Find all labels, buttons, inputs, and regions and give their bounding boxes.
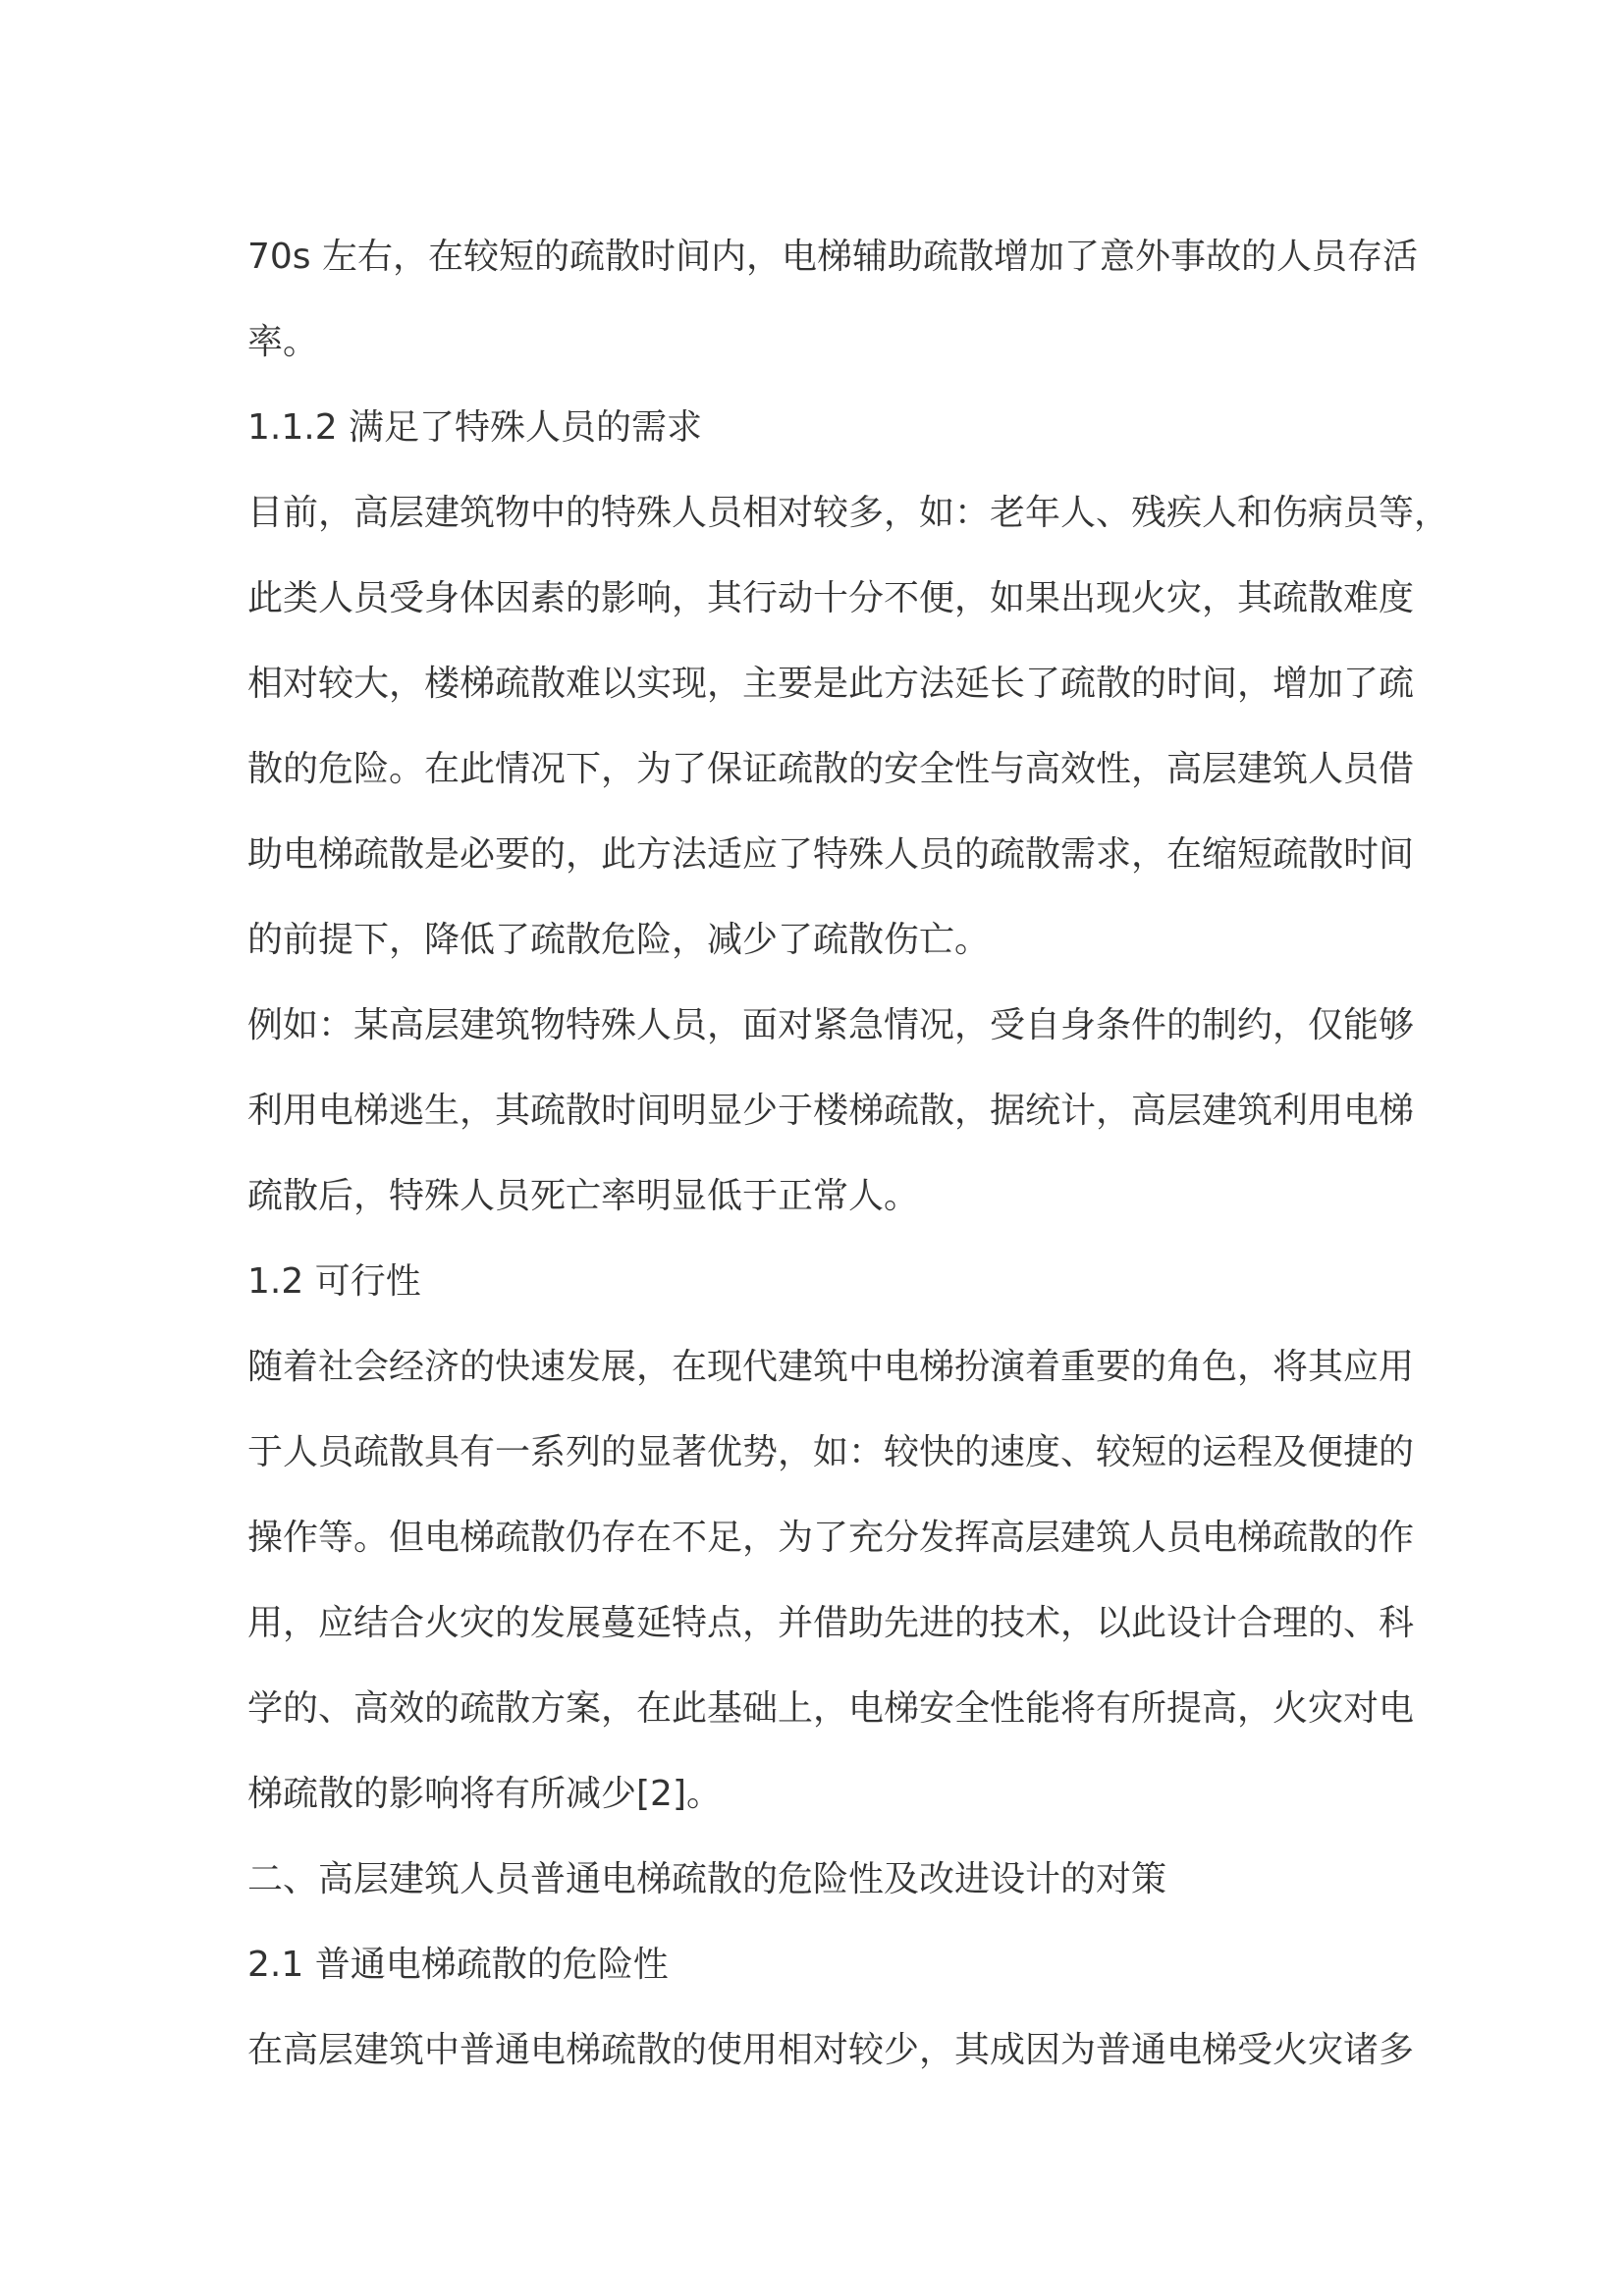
body-text-line: 散的危险。在此情况下，为了保证疏散的安全性与高效性，高层建筑人员借 bbox=[247, 749, 1415, 789]
section-heading: 1.1.2 满足了特殊人员的需求 bbox=[247, 407, 703, 448]
body-text-line: 助电梯疏散是必要的，此方法适应了特殊人员的疏散需求，在缩短疏散时间 bbox=[247, 834, 1415, 875]
body-text-line: 操作等。但电梯疏散仍存在不足，为了充分发挥高层建筑人员电梯疏散的作 bbox=[247, 1518, 1415, 1558]
body-text-line: 梯疏散的影响将有所减少[2]。 bbox=[247, 1774, 722, 1814]
body-text-line: 疏散后，特殊人员死亡率明显低于正常人。 bbox=[247, 1176, 920, 1216]
section-heading: 1.2 可行性 bbox=[247, 1261, 421, 1302]
body-text-line: 在高层建筑中普通电梯疏散的使用相对较少，其成因为普通电梯受火灾诸多 bbox=[247, 2030, 1415, 2070]
body-text-line: 相对较大，楼梯疏散难以实现，主要是此方法延长了疏散的时间，增加了疏 bbox=[247, 664, 1415, 704]
section-heading: 2.1 普通电梯疏散的危险性 bbox=[247, 1945, 669, 1985]
body-text-line: 用，应结合火灾的发展蔓延特点，并借助先进的技术，以此设计合理的、科 bbox=[247, 1603, 1415, 1643]
body-text-line: 的前提下，降低了疏散危险，减少了疏散伤亡。 bbox=[247, 920, 991, 960]
body-text-line: 70s 左右，在较短的疏散时间内，电梯辅助疏散增加了意外事故的人员存活 bbox=[247, 237, 1419, 277]
body-text-line: 于人员疏散具有一系列的显著优势，如：较快的速度、较短的运程及便捷的 bbox=[247, 1432, 1415, 1472]
body-text-line: 率。 bbox=[247, 322, 319, 362]
document-page bbox=[247, 233, 1450, 2111]
chapter-heading: 二、高层建筑人员普通电梯疏散的危险性及改进设计的对策 bbox=[247, 1859, 1167, 1899]
body-text-line: 例如：某高层建筑物特殊人员，面对紧急情况，受自身条件的制约，仅能够 bbox=[247, 1005, 1415, 1045]
body-text-line: 目前，高层建筑物中的特殊人员相对较多，如：老年人、残疾人和伤病员等， bbox=[247, 493, 1450, 533]
body-text-line: 学的、高效的疏散方案，在此基础上，电梯安全性能将有所提高，火灾对电 bbox=[247, 1688, 1415, 1729]
body-text-line: 利用电梯逃生，其疏散时间明显少于楼梯疏散，据统计，高层建筑利用电梯 bbox=[247, 1091, 1415, 1131]
body-text-line: 此类人员受身体因素的影响，其行动十分不便，如果出现火灾，其疏散难度 bbox=[247, 578, 1415, 618]
body-text-line: 随着社会经济的快速发展，在现代建筑中电梯扮演着重要的角色，将其应用 bbox=[247, 1347, 1415, 1387]
